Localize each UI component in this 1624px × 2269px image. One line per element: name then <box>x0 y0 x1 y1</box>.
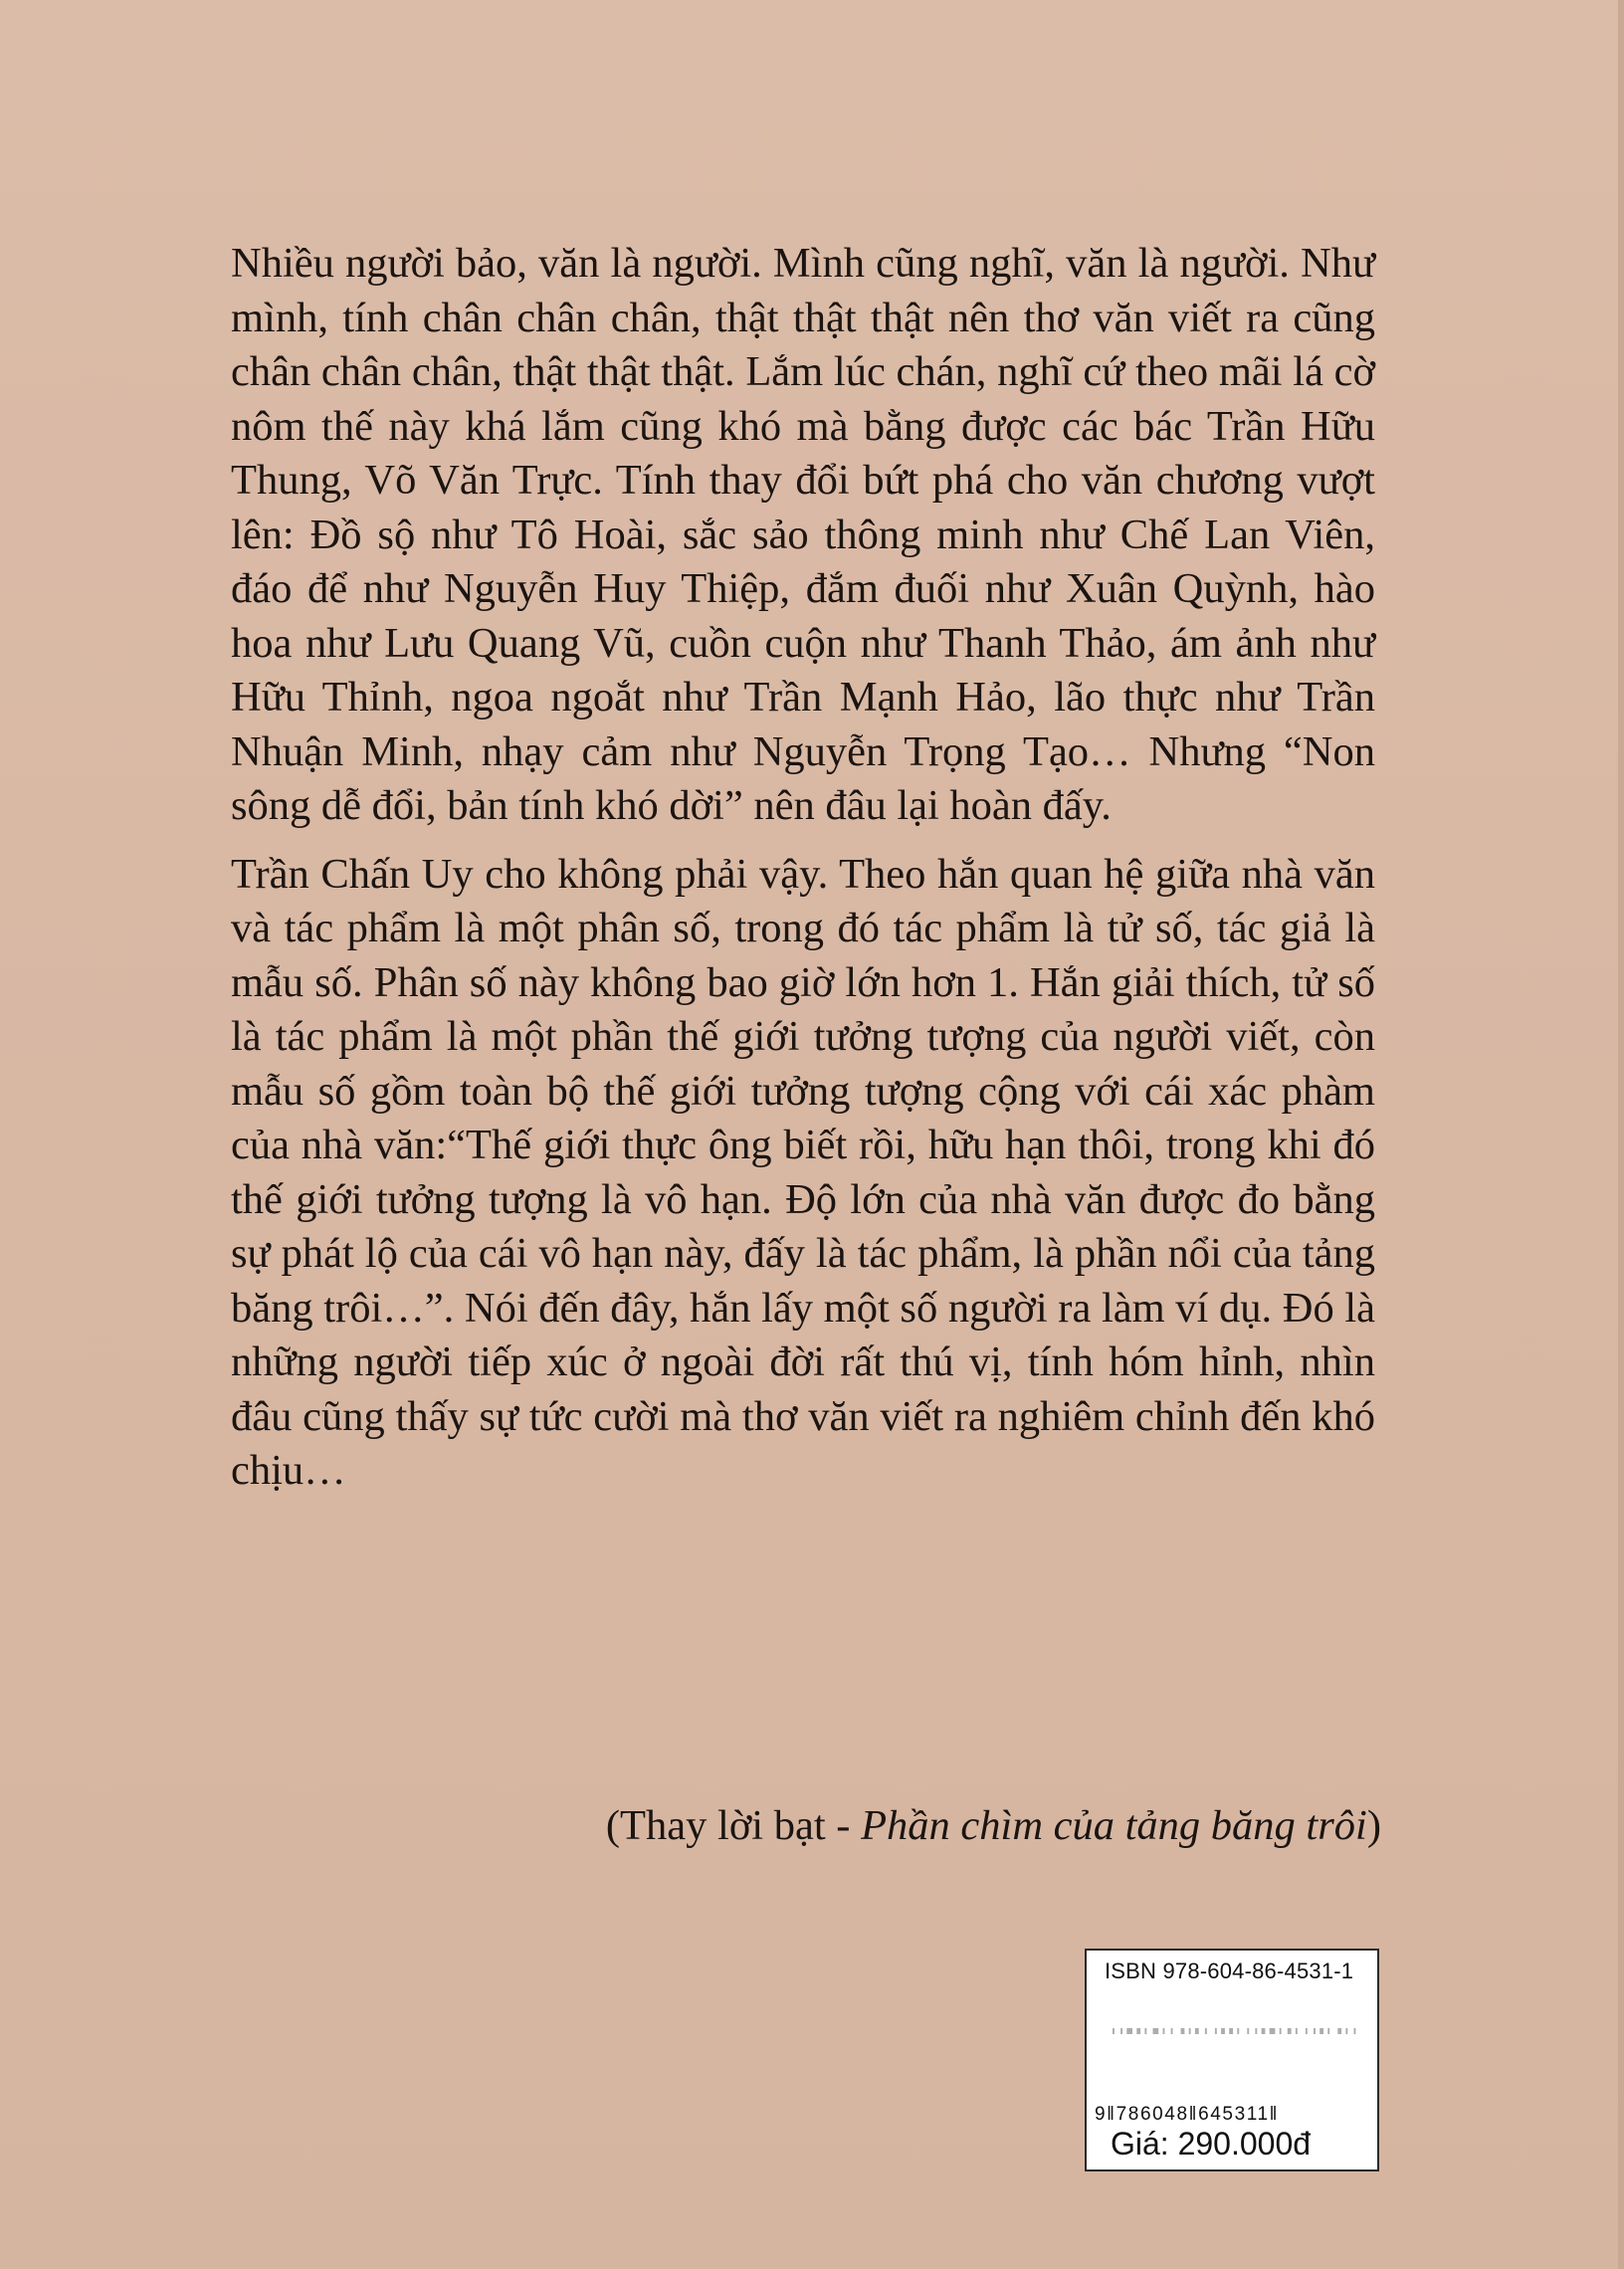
caption-suffix: ) <box>1366 1802 1381 1849</box>
cover-edge <box>1618 0 1624 2269</box>
price-label: Giá: 290.000đ <box>1111 2126 1312 2162</box>
caption-title: Phần chìm của tảng băng trôi <box>861 1802 1367 1849</box>
blurb-paragraph-1: Nhiều người bảo, văn là người. Mình cũng nghĩ, văn là người. Như mình, tính chân chân chân, thật thật thật nên thơ văn viết ra cũng chân chân chân, thật thật thật. Lắm lúc chán, nghĩ cứ theo mãi lá cờ nôm thế này khá lắm cũng khó mà bằng được các bác Trần Hữu Thung, Võ Văn Trực. Tính thay đổi bứt phá cho văn chương vượt lên: Đồ sộ như Tô Hoài, sắc sảo thông minh như Chế Lan Viên, đáo để như Nguyễn Huy Thiệp, đắm đuối như Xuân Quỳnh, hào hoa như Lưu Quang Vũ, cuồn cuộn như Thanh Thảo, ám ảnh như Hữu Thỉnh, ngoa ngoắt như Trần Mạnh Hảo, lão thực như Trần Nhuận Minh, nhạy cảm như Nguyễn Trọng Tạo… Nhưng “Non sông dễ đổi, bản tính khó dời” nên đâu lại hoàn đấy. <box>231 240 1375 829</box>
barcode-digits: 9‖786048‖645311‖ <box>1095 2104 1280 2125</box>
isbn-number: ISBN 978-604-86-4531-1 <box>1105 1959 1354 1983</box>
isbn-price-label <box>1085 1949 1379 2171</box>
blurb-text <box>231 237 1375 1499</box>
caption-prefix: (Thay lời bạt - <box>605 1802 862 1849</box>
afterword-caption <box>606 1799 1381 1853</box>
blurb-paragraph-2: Trần Chấn Uy cho không phải vậy. Theo hắn quan hệ giữa nhà văn và tác phẩm là một phân số, trong đó tác phẩm là tử số, tác giả là mẫu số. Phân số này không bao giờ lớn hơn 1. Hắn giải thích, tử số là tác phẩm là một phần thế giới tưởng tượng của người viết, còn mẫu số gồm toàn bộ thế giới tưởng tượng cộng với cái xác phàm của nhà văn:“Thế giới thực ông biết rồi, hữu hạn thôi, trong khi đó thế giới tưởng tượng là vô hạn. Độ lớn của nhà văn được đo bằng sự phát lộ của cái vô hạn này, đấy là tác phẩm, là phần nổi của tảng băng trôi…”. Nói đến đây, hắn lấy một số người ra làm ví dụ. Đó là những người tiếp xúc ở ngoài đời rất thú vị, tính hóm hỉnh, nhìn đâu cũng thấy sự tức cười mà thơ văn viết ra nghiêm chỉnh đến khó chịu… <box>231 850 1375 1494</box>
barcode-icon <box>1111 1994 1361 2066</box>
